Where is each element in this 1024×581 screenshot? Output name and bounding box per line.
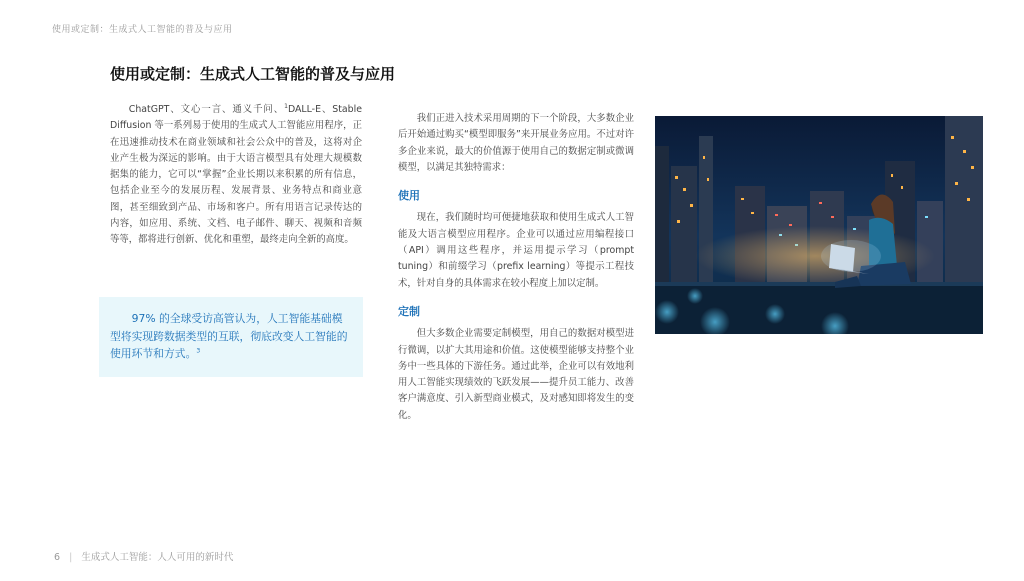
left-column (110, 102, 362, 249)
footer-doc-title: 生成式人工智能：人人可用的新时代 (81, 552, 234, 563)
running-head: 使用或定制：生成式人工智能的普及与应用 (52, 25, 233, 35)
footnote-ref-1: 1 (284, 102, 288, 110)
section-heading-customize: 定制 (398, 304, 420, 318)
left-paragraph-start: ChatGPT、文心一言、通义千问、 (128, 104, 285, 115)
footer-separator: | (69, 552, 73, 563)
intro-paragraph: 我们正进入技术采用周期的下一个阶段，大多数企业后开始通过购买“模型即服务”来开展业务应用。不过对许多企业来说，最大的价值源于使用自己的数据定制或微调模型，以满足其独特需求： (398, 113, 634, 173)
highlight-quote-text: 97% 的全球受访高管认为，人工智能基础模型将实现跨数据类型的互联，彻底改变人工智能的使用环节和方式。 (110, 312, 348, 360)
page-title: 使用或定制：生成式人工智能的普及与应用 (110, 65, 396, 83)
section-text-customize: 但大多数企业需要定制模型，用自己的数据对模型进行微调，以扩大其用途和价值。这使模型能够支持整个业务中一些具体的下游任务。通过此举，企业可以有效地利用人工智能实现绩效的飞跃发展——提升员工能力、改善客户满意度、引入新型商业模式，及对感知即将发生的变化。 (398, 328, 634, 421)
section-text-use: 现在，我们随时均可便捷地获取和使用生成式人工智能及大语言模型应用程序。企业可以通过应用编程接口（API）调用这些程序，并运用提示学习（prompt tuning）和前缀学习（prefix learning）等提示工程技术，针对自身的具体需求在较小程度上加以定制。 (398, 212, 634, 289)
right-column (398, 111, 634, 424)
photo-woman-laptop-city-night (655, 116, 983, 334)
page-number: 6 (54, 552, 61, 563)
highlight-quote (110, 310, 352, 363)
left-paragraph-rest: DALL-E、Stable Diffusion 等一系列易于使用的生成式人工智能应用程序，正在迅速推动技术在商业领域和社会公众中的普及，这将对企业产生极为深远的影响。由于大语言模型具有处理大规模数据集的能力，它可以“掌握”企业长期以来积累的所有信息，包括企业至今的发展历程、发展背景、业务特点和商业意图，甚至细致到产品、市场和客户。所有用语言记录传达的内容，如应用、系统、文档、电子邮件、聊天、视频和音频等等，都将进行创新、优化和重塑，最终走向全新的高度。 (110, 104, 362, 246)
section-heading-use: 使用 (398, 189, 420, 203)
footnote-ref-3: 3 (196, 347, 201, 355)
highlight-quote-box (99, 297, 363, 377)
left-paragraph (110, 102, 362, 249)
footer (54, 549, 233, 563)
